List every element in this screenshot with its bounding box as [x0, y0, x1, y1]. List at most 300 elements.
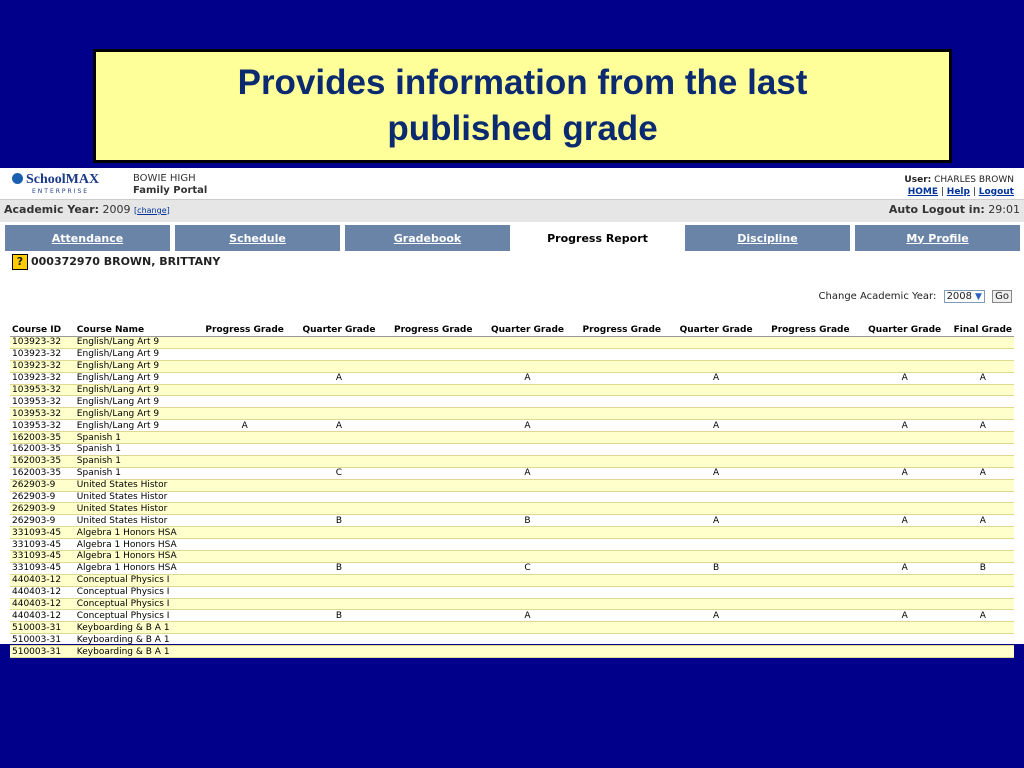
- grade-cell: [197, 551, 292, 563]
- grade-cell: [481, 384, 575, 396]
- grade-cell: [952, 348, 1014, 360]
- grade-cell: [197, 360, 292, 372]
- course-name-cell: English/Lang Art 9: [75, 420, 198, 432]
- grade-cell: [858, 503, 952, 515]
- grade-cell: [292, 586, 386, 598]
- grade-cell: [386, 432, 481, 444]
- grade-cell: [858, 527, 952, 539]
- grade-cell: [763, 503, 858, 515]
- grade-cell: [574, 337, 669, 349]
- course-id-cell: 262903-9: [10, 491, 75, 503]
- grade-cell: [858, 646, 952, 658]
- grade-cell: [481, 539, 575, 551]
- grade-cell: [763, 337, 858, 349]
- grade-cell: [952, 408, 1014, 420]
- grade-cell: [669, 574, 763, 586]
- grade-cell: [481, 551, 575, 563]
- grade-cell: [574, 515, 669, 527]
- table-row: [10, 574, 1014, 586]
- grade-cell: [197, 515, 292, 527]
- course-id-cell: 103923-32: [10, 337, 75, 349]
- col-header: Progress Grade: [574, 323, 669, 337]
- grade-cell: [763, 622, 858, 634]
- grade-cell: [763, 598, 858, 610]
- grade-cell: A: [858, 372, 952, 384]
- table-row: [10, 551, 1014, 563]
- grade-cell: [763, 527, 858, 539]
- student-header: [12, 254, 220, 270]
- course-name-cell: Keyboarding & B A 1: [75, 634, 198, 646]
- grade-cell: [763, 646, 858, 658]
- grade-cell: [386, 491, 481, 503]
- grade-cell: [669, 539, 763, 551]
- grade-cell: [574, 455, 669, 467]
- grade-cell: A: [481, 420, 575, 432]
- grade-cell: [858, 455, 952, 467]
- grade-cell: [292, 634, 386, 646]
- grade-cell: [669, 432, 763, 444]
- grade-cell: [574, 622, 669, 634]
- grade-cell: A: [292, 372, 386, 384]
- grade-cell: [574, 384, 669, 396]
- portal-screenshot: [0, 168, 1024, 657]
- course-id-cell: 162003-35: [10, 444, 75, 456]
- col-header: Progress Grade: [197, 323, 292, 337]
- grade-cell: [386, 360, 481, 372]
- grade-cell: [481, 598, 575, 610]
- grade-cell: [386, 515, 481, 527]
- grade-cell: [197, 562, 292, 574]
- table-row: [10, 503, 1014, 515]
- grade-cell: [386, 337, 481, 349]
- table-row: [10, 408, 1014, 420]
- course-name-cell: Algebra 1 Honors HSA: [75, 551, 198, 563]
- grade-cell: A: [858, 562, 952, 574]
- grade-cell: [386, 384, 481, 396]
- grade-cell: [386, 396, 481, 408]
- table-row: [10, 432, 1014, 444]
- grade-cell: [763, 432, 858, 444]
- table-row: [10, 562, 1014, 574]
- tab-discipline[interactable]: Discipline: [685, 225, 850, 251]
- course-id-cell: 331093-45: [10, 562, 75, 574]
- grade-cell: [481, 491, 575, 503]
- grade-cell: A: [858, 420, 952, 432]
- table-row: [10, 515, 1014, 527]
- table-row: [10, 372, 1014, 384]
- grade-cell: [292, 396, 386, 408]
- school-name: BOWIE HIGH: [133, 173, 196, 184]
- grade-cell: [669, 598, 763, 610]
- col-header: Progress Grade: [763, 323, 858, 337]
- course-id-cell: 103953-32: [10, 408, 75, 420]
- grade-cell: [669, 408, 763, 420]
- grade-cell: [197, 646, 292, 658]
- grade-cell: A: [669, 467, 763, 479]
- table-row: [10, 455, 1014, 467]
- grade-cell: [858, 634, 952, 646]
- grade-cell: [481, 634, 575, 646]
- grade-cell: [858, 586, 952, 598]
- grade-cell: A: [669, 372, 763, 384]
- table-row: [10, 396, 1014, 408]
- table-row: [10, 634, 1014, 646]
- table-header-row: [10, 323, 1014, 337]
- grade-cell: [858, 598, 952, 610]
- grade-cell: [763, 467, 858, 479]
- year-select[interactable]: 2008 ▼: [944, 290, 985, 303]
- grade-cell: [574, 432, 669, 444]
- course-name-cell: United States Histor: [75, 515, 198, 527]
- grade-cell: [763, 384, 858, 396]
- course-name-cell: Conceptual Physics I: [75, 598, 198, 610]
- grade-cell: [574, 646, 669, 658]
- col-header: Progress Grade: [386, 323, 481, 337]
- table-row: [10, 337, 1014, 349]
- grade-cell: A: [669, 515, 763, 527]
- table-row: [10, 467, 1014, 479]
- portal-name: Family Portal: [133, 185, 208, 196]
- grade-cell: [197, 455, 292, 467]
- course-name-cell: Spanish 1: [75, 467, 198, 479]
- table-row: [10, 598, 1014, 610]
- course-name-cell: Keyboarding & B A 1: [75, 646, 198, 658]
- grade-cell: [481, 408, 575, 420]
- grade-cell: [574, 527, 669, 539]
- course-id-cell: 103953-32: [10, 396, 75, 408]
- grade-cell: [952, 551, 1014, 563]
- grade-cell: [669, 348, 763, 360]
- grade-cell: [197, 372, 292, 384]
- course-id-cell: 510003-31: [10, 646, 75, 658]
- grade-cell: B: [292, 515, 386, 527]
- grade-cell: [669, 479, 763, 491]
- grade-cell: [197, 586, 292, 598]
- grade-cell: [669, 551, 763, 563]
- grade-cell: A: [858, 515, 952, 527]
- slide-title-box: [93, 49, 952, 163]
- course-name-cell: Conceptual Physics I: [75, 610, 198, 622]
- course-name-cell: United States Histor: [75, 491, 198, 503]
- grade-cell: [669, 337, 763, 349]
- grade-cell: [292, 432, 386, 444]
- grade-cell: [197, 491, 292, 503]
- grade-cell: [574, 408, 669, 420]
- grade-cell: [952, 634, 1014, 646]
- col-header: Final Grade: [953, 324, 1012, 335]
- course-name-cell: Conceptual Physics I: [75, 586, 198, 598]
- grade-cell: [197, 432, 292, 444]
- course-name-cell: English/Lang Art 9: [75, 396, 198, 408]
- grade-cell: [858, 384, 952, 396]
- grade-cell: [952, 444, 1014, 456]
- grade-cell: A: [481, 610, 575, 622]
- header-bar: [0, 168, 1024, 199]
- grade-cell: [481, 479, 575, 491]
- col-header: Quarter Grade: [481, 323, 575, 337]
- course-name-cell: English/Lang Art 9: [75, 348, 198, 360]
- course-name-cell: United States Histor: [75, 479, 198, 491]
- grade-cell: [858, 444, 952, 456]
- grade-cell: [292, 503, 386, 515]
- grade-cell: [481, 337, 575, 349]
- grade-cell: [574, 634, 669, 646]
- grade-cell: [292, 337, 386, 349]
- grade-cell: A: [292, 420, 386, 432]
- grade-cell: [574, 598, 669, 610]
- grade-cell: [763, 562, 858, 574]
- table-row: [10, 610, 1014, 622]
- grade-cell: [197, 467, 292, 479]
- grade-cell: [386, 527, 481, 539]
- grade-cell: [197, 539, 292, 551]
- grade-cell: [763, 491, 858, 503]
- grade-cell: [386, 348, 481, 360]
- grade-cell: A: [952, 372, 1014, 384]
- grade-cell: [386, 539, 481, 551]
- user-name: CHARLES BROWN: [934, 175, 1014, 185]
- help-icon[interactable]: ?: [12, 254, 28, 270]
- course-id-cell: 510003-31: [10, 622, 75, 634]
- grade-cell: [574, 539, 669, 551]
- table-row: [10, 527, 1014, 539]
- grade-cell: A: [669, 420, 763, 432]
- grade-cell: [952, 503, 1014, 515]
- grade-cell: [386, 503, 481, 515]
- grade-cell: [858, 348, 952, 360]
- grade-cell: [197, 622, 292, 634]
- grade-cell: [386, 467, 481, 479]
- grade-cell: [952, 586, 1014, 598]
- table-row: [10, 479, 1014, 491]
- logout-link[interactable]: Logout: [978, 187, 1014, 197]
- grade-cell: [669, 396, 763, 408]
- course-name-cell: English/Lang Art 9: [75, 337, 198, 349]
- col-header: Course ID: [10, 323, 75, 337]
- grade-cell: [292, 646, 386, 658]
- course-id-cell: 262903-9: [10, 479, 75, 491]
- grade-cell: A: [952, 515, 1014, 527]
- grade-cell: [952, 527, 1014, 539]
- col-header: Quarter Grade: [669, 323, 763, 337]
- user-label: User:: [904, 175, 932, 185]
- schoolmax-logo: SchoolMAX ENTERPRISE: [12, 172, 122, 196]
- course-id-cell: 103923-32: [10, 372, 75, 384]
- course-id-cell: 440403-12: [10, 586, 75, 598]
- grade-cell: [763, 539, 858, 551]
- table-row: [10, 384, 1014, 396]
- grade-cell: [952, 598, 1014, 610]
- grade-cell: [669, 586, 763, 598]
- grade-cell: [481, 503, 575, 515]
- tab-my-profile[interactable]: My Profile: [855, 225, 1020, 251]
- grade-cell: [481, 527, 575, 539]
- table-row: [10, 586, 1014, 598]
- course-name-cell: Spanish 1: [75, 455, 198, 467]
- go-button[interactable]: Go: [992, 290, 1012, 303]
- grade-cell: [763, 420, 858, 432]
- course-id-cell: 103953-32: [10, 420, 75, 432]
- grade-cell: [386, 408, 481, 420]
- grade-cell: [386, 586, 481, 598]
- course-id-cell: 162003-35: [10, 432, 75, 444]
- grade-cell: A: [481, 467, 575, 479]
- grade-cell: [481, 455, 575, 467]
- grade-cell: [481, 574, 575, 586]
- grade-cell: [386, 562, 481, 574]
- grade-cell: [574, 491, 669, 503]
- grade-cell: [197, 634, 292, 646]
- grade-cell: [292, 622, 386, 634]
- grade-cell: [669, 360, 763, 372]
- grade-cell: [386, 372, 481, 384]
- course-name-cell: English/Lang Art 9: [75, 408, 198, 420]
- course-name-cell: Keyboarding & B A 1: [75, 622, 198, 634]
- grade-cell: [574, 467, 669, 479]
- table-row: [10, 622, 1014, 634]
- year-select-label: Change Academic Year:: [818, 291, 937, 302]
- auto-logout-label: Auto Logout in:: [888, 203, 985, 216]
- grade-cell: B: [292, 562, 386, 574]
- table-row: [10, 444, 1014, 456]
- grade-cell: [292, 574, 386, 586]
- academic-year-label: Academic Year:: [4, 203, 100, 216]
- course-id-cell: 331093-45: [10, 539, 75, 551]
- grade-cell: [386, 444, 481, 456]
- course-name-cell: Algebra 1 Honors HSA: [75, 539, 198, 551]
- grade-cell: [481, 646, 575, 658]
- grade-cell: [858, 551, 952, 563]
- grade-cell: [292, 455, 386, 467]
- chevron-down-icon: ▼: [975, 292, 982, 302]
- table-row: [10, 539, 1014, 551]
- grade-cell: [669, 491, 763, 503]
- grade-cell: [763, 396, 858, 408]
- grade-cell: [763, 610, 858, 622]
- grade-cell: [292, 360, 386, 372]
- grade-cell: [386, 598, 481, 610]
- course-id-cell: 331093-45: [10, 551, 75, 563]
- grade-cell: [386, 574, 481, 586]
- grade-cell: [952, 337, 1014, 349]
- grade-cell: [197, 408, 292, 420]
- grade-cell: [669, 527, 763, 539]
- grade-cell: [952, 360, 1014, 372]
- course-name-cell: Spanish 1: [75, 444, 198, 456]
- grade-cell: [386, 646, 481, 658]
- grade-cell: [481, 396, 575, 408]
- grades-table: [10, 323, 1014, 658]
- tab-gradebook[interactable]: Gradebook: [345, 225, 510, 251]
- grade-cell: [197, 574, 292, 586]
- grade-cell: A: [952, 420, 1014, 432]
- grade-cell: A: [197, 420, 292, 432]
- course-id-cell: 510003-31: [10, 634, 75, 646]
- grade-cell: [197, 598, 292, 610]
- course-name-cell: Spanish 1: [75, 432, 198, 444]
- course-name-cell: English/Lang Art 9: [75, 384, 198, 396]
- grade-cell: [763, 348, 858, 360]
- grade-cell: [292, 491, 386, 503]
- course-name-cell: English/Lang Art 9: [75, 360, 198, 372]
- table-row: [10, 420, 1014, 432]
- help-link[interactable]: Help: [946, 187, 970, 197]
- home-link[interactable]: HOME: [907, 187, 939, 197]
- grade-cell: [669, 634, 763, 646]
- grade-cell: [197, 384, 292, 396]
- grade-cell: [197, 479, 292, 491]
- grade-cell: [763, 479, 858, 491]
- grade-cell: A: [858, 467, 952, 479]
- grade-cell: [386, 551, 481, 563]
- grade-cell: [574, 348, 669, 360]
- grade-cell: A: [952, 610, 1014, 622]
- grade-cell: [763, 372, 858, 384]
- grade-cell: [669, 622, 763, 634]
- grade-cell: [386, 634, 481, 646]
- table-row: [10, 491, 1014, 503]
- grade-cell: [574, 360, 669, 372]
- grade-cell: [481, 348, 575, 360]
- grade-cell: [197, 348, 292, 360]
- grade-cell: [574, 586, 669, 598]
- tab-progress-report[interactable]: Progress Report: [515, 225, 680, 251]
- course-id-cell: 440403-12: [10, 574, 75, 586]
- course-id-cell: 103953-32: [10, 384, 75, 396]
- change-year-link[interactable]: change: [137, 206, 167, 215]
- grade-cell: [574, 503, 669, 515]
- grade-cell: [481, 586, 575, 598]
- grade-cell: [292, 479, 386, 491]
- grade-cell: [574, 420, 669, 432]
- grade-cell: [481, 432, 575, 444]
- grade-cell: [574, 479, 669, 491]
- grade-cell: [574, 551, 669, 563]
- grade-cell: [858, 396, 952, 408]
- tab-attendance[interactable]: Attendance: [5, 225, 170, 251]
- grade-cell: [952, 574, 1014, 586]
- course-name-cell: English/Lang Art 9: [75, 372, 198, 384]
- course-name-cell: Conceptual Physics I: [75, 574, 198, 586]
- grade-cell: [952, 479, 1014, 491]
- grade-cell: [386, 420, 481, 432]
- grade-cell: [858, 408, 952, 420]
- grade-cell: [197, 610, 292, 622]
- grade-cell: [386, 455, 481, 467]
- col-header: Course Name: [75, 323, 198, 337]
- grade-cell: [763, 586, 858, 598]
- auto-logout-time: 29:01: [988, 203, 1020, 216]
- academic-year-bar: Academic Year: 2009 [change] Auto Logout in: 29:01: [0, 199, 1024, 222]
- grade-cell: [292, 527, 386, 539]
- grade-cell: [386, 622, 481, 634]
- grade-cell: [197, 527, 292, 539]
- grade-cell: [481, 444, 575, 456]
- grade-cell: B: [669, 562, 763, 574]
- grade-cell: B: [952, 562, 1014, 574]
- grade-cell: [952, 622, 1014, 634]
- course-id-cell: 440403-12: [10, 598, 75, 610]
- grade-cell: [763, 444, 858, 456]
- grade-cell: [197, 396, 292, 408]
- grade-cell: [292, 598, 386, 610]
- tab-schedule[interactable]: Schedule: [175, 225, 340, 251]
- grade-cell: [292, 384, 386, 396]
- grade-cell: C: [481, 562, 575, 574]
- grade-cell: [481, 622, 575, 634]
- grade-cell: [292, 444, 386, 456]
- course-name-cell: Algebra 1 Honors HSA: [75, 527, 198, 539]
